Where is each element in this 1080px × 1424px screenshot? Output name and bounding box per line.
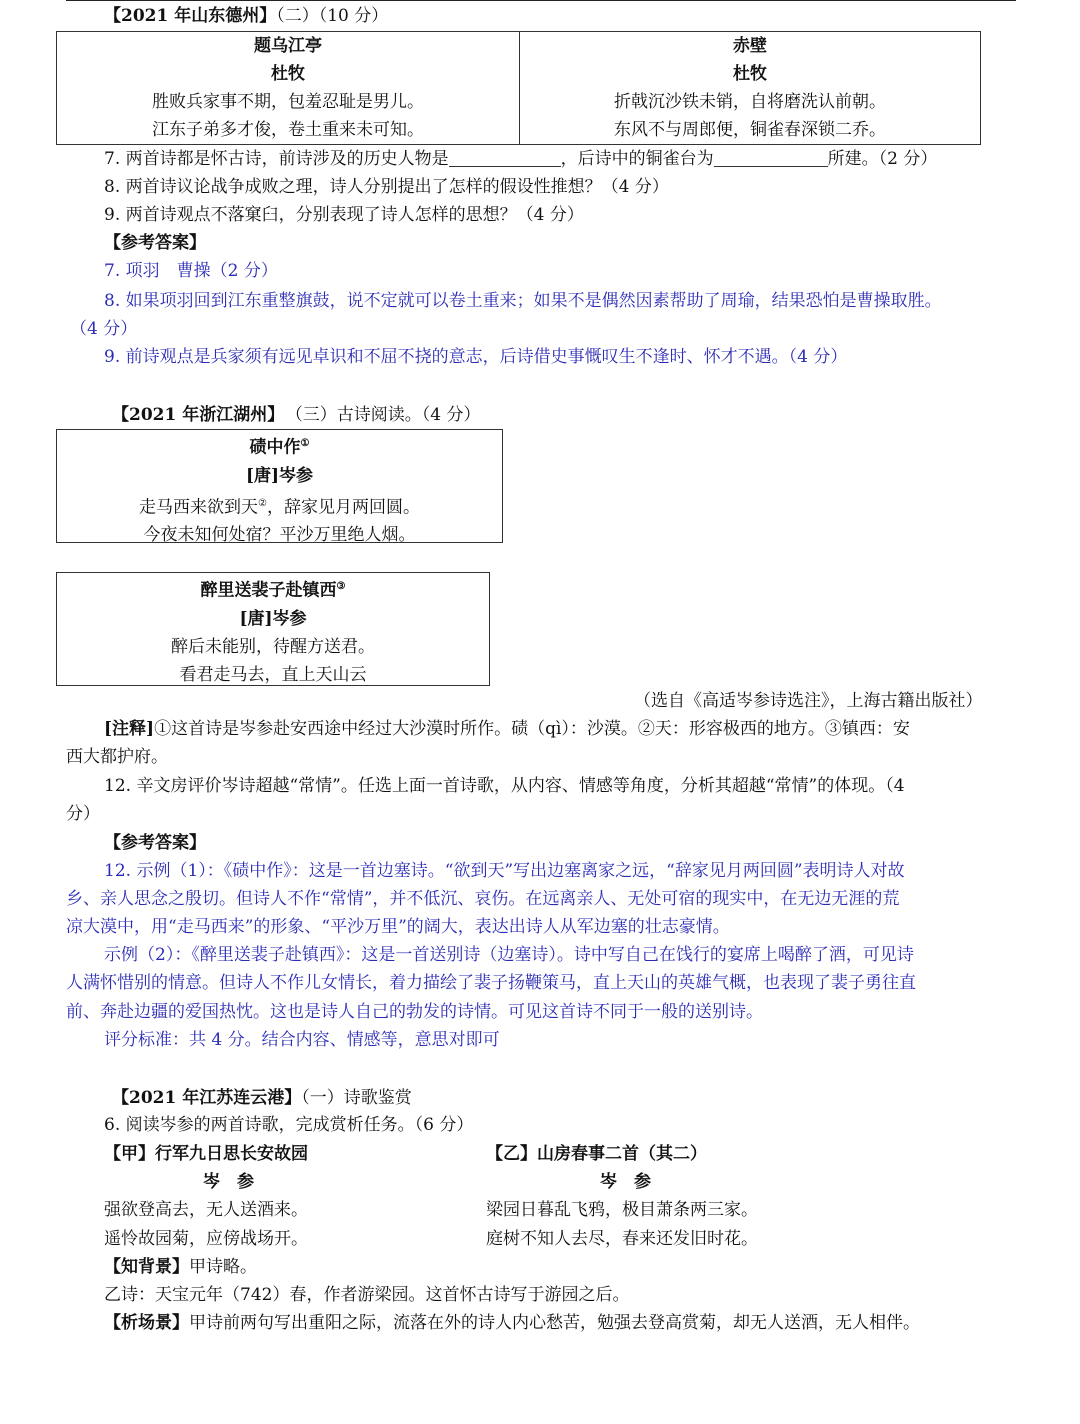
footnote-mark: ② [258, 497, 267, 509]
background-text: 甲诗略。 [189, 1257, 257, 1277]
answer-blank[interactable] [449, 148, 561, 167]
answer-9: 9. 前诗观点是兵家须有远见卓识和不屈不挠的意志，后诗借史事慨叹生不逢时、怀才不遇。（4 分） [104, 347, 848, 367]
background-yi: 乙诗：天宝元年（742）春，作者游梁园。这首怀古诗写于游园之后。 [104, 1285, 630, 1305]
poem-right [520, 32, 980, 144]
footnote-mark: ③ [336, 581, 346, 592]
answer-label: 【参考答案】 [104, 833, 206, 853]
answer-12-line: 12. 示例（1）：《碛中作》：这是一首边塞诗。“欲到天”写出边塞离家之远，“辞家见月两回圆”表明诗人对故 [104, 861, 905, 881]
poem-line: 东风不与周郎便，铜雀春深锁二乔。 [614, 120, 886, 140]
answer-12-line: 前、奔赴边疆的爱国热忱。这也是诗人自己的勃发的诗情。可见这首诗不同于一般的送别诗。 [66, 1002, 763, 1022]
section-header [104, 4, 388, 28]
poem-yi-author: 岑 参 [600, 1172, 651, 1192]
poem-line-text: 走马西来欲到天 [139, 497, 259, 518]
poem-box-2 [56, 572, 490, 686]
poem-left [57, 32, 519, 144]
question-text: 所建。（2 分） [827, 149, 938, 169]
poem-line: 折戟沉沙铁未销，自将磨洗认前朝。 [614, 92, 886, 112]
section-source: 【2021 年江苏连云港】 [112, 1088, 302, 1108]
section-header [112, 1086, 412, 1110]
poem-author: [唐]岑参 [245, 465, 314, 486]
poem-line [57, 490, 502, 522]
poem-title-text: 碛中作 [249, 437, 301, 458]
footnote-mark: ① [300, 438, 310, 449]
source-citation: （选自《高适岑参诗选注》，上海古籍出版社） [634, 691, 983, 711]
poem-author: 杜牧 [733, 64, 767, 84]
question-9: 9. 两首诗观点不落窠臼，分别表现了诗人怎样的思想？（4 分） [104, 205, 584, 225]
question-text: ，后诗中的铜雀台为 [560, 149, 714, 169]
scene-analysis [104, 1311, 920, 1335]
poem-author: 杜牧 [271, 64, 305, 84]
answer-12-line: 乡、亲人思念之殷切。但诗人不作“常情”，并不低沉、哀伤。在远离亲人、无处可宿的现实中，在无边无涯的荒 [66, 889, 900, 909]
scene-label: 【析场景】 [104, 1313, 189, 1333]
top-rule [66, 0, 1016, 1]
poem-line: 醉后未能别，待醒方送君。 [171, 636, 375, 657]
section-part: （一）诗歌鉴赏 [301, 1088, 412, 1108]
annotation-text: ①这首诗是岑参赴安西途中经过大沙漠时所作。碛（qì）：沙漠。②天：形容极西的地方。③镇西：安 [154, 719, 910, 739]
poem-line-text: ，辞家见月两回圆。 [266, 497, 420, 518]
annotation-cont: 西大都护府。 [66, 747, 168, 767]
poem-title: 赤壁 [733, 36, 767, 56]
scoring-standard: 评分标准：共 4 分。结合内容、情感等，意思对即可 [104, 1030, 500, 1050]
annotation [104, 717, 910, 741]
section-header [112, 403, 480, 427]
question-text: 7. 两首诗都是怀古诗，前诗涉及的历史人物是 [104, 149, 449, 169]
poem-title-text: 醉里送裴子赴镇西 [200, 580, 337, 601]
answer-12-line: 示例（2）：《醉里送裴子赴镇西》：这是一首送别诗（边塞诗）。诗中写自己在饯行的宴席上喝醉了酒，可见诗 [104, 945, 914, 965]
question-6: 6. 阅读岑参的两首诗歌，完成赏析任务。（6 分） [104, 1115, 474, 1135]
question-7 [104, 147, 937, 171]
poem-line: 庭树不知人去尽，春来还发旧时花。 [486, 1229, 758, 1249]
answer-blank[interactable] [714, 148, 828, 167]
poem-line: 遥怜故园菊，应傍战场开。 [104, 1229, 308, 1249]
background-label: 【知背景】 [104, 1257, 189, 1277]
poem-author: [唐]岑参 [239, 608, 307, 629]
annotation-label: [注释] [104, 719, 155, 739]
section-source: 【2021 年山东德州】 [104, 6, 277, 26]
background-note [104, 1255, 257, 1279]
answer-12-line: 凉大漠中，用“走马西来”的形象、“平沙万里”的阔大，表达出诗人从军边塞的壮志豪情。 [66, 917, 730, 937]
answer-8: 8. 如果项羽回到江东重整旗鼓，说不定就可以卷土重来；如果不是偶然因素帮助了周瑜，结果恐怕是曹操取胜。 [104, 291, 942, 311]
poem-box-1 [56, 429, 503, 546]
answer-12-line: 人满怀惜别的情意。但诗人不作儿女情长，着力描绘了裴子扬鞭策马，直上天山的英雄气概，也表现了裴子勇往直 [66, 973, 916, 993]
poem-line: 强欲登高去，无人送酒来。 [104, 1200, 308, 1220]
answer-label: 【参考答案】 [104, 233, 206, 253]
poem-line: 梁园日暮乱飞鸦，极目萧条两三家。 [486, 1200, 758, 1220]
answer-8-cont: （4 分） [70, 319, 138, 339]
poem-line: 看君走马去，直上天山云 [179, 664, 367, 685]
poem-title: 题乌江亭 [254, 36, 322, 56]
section-part: （二）（10 分） [276, 6, 389, 26]
poem-yi-title: 【乙】山房春事二首（其二） [486, 1144, 707, 1164]
poem-line: 今夜未知何处宿？平沙万里绝人烟。 [143, 525, 416, 546]
question-12-cont: 分） [66, 804, 100, 824]
scene-text: 甲诗前两句写出重阳之际，流落在外的诗人内心愁苦，勉强去登高赏菊，却无人送酒，无人相伴。 [189, 1313, 920, 1333]
poem-title [57, 430, 502, 462]
section-source: 【2021 年浙江湖州】 [112, 405, 285, 425]
question-8: 8. 两首诗议论战争成败之理，诗人分别提出了怎样的假设性推想？（4 分） [104, 177, 669, 197]
poem-table [56, 31, 981, 145]
poem-jia-author: 岑 参 [203, 1172, 254, 1192]
poem-line: 江东子弟多才俊，卷土重来未可知。 [152, 120, 424, 140]
poem-jia-title: 【甲】行军九日思长安故园 [104, 1144, 308, 1164]
answer-7: 7. 项羽 曹操（2 分） [104, 261, 278, 281]
section-part: （三）古诗阅读。（4 分） [294, 405, 481, 425]
question-12: 12. 辛文房评价岑诗超越“常情”。任选上面一首诗歌，从内容、情感等角度，分析其超越“常情”的体现。（4 [104, 776, 905, 796]
poem-title [57, 573, 489, 605]
poem-line: 胜败兵家事不期，包羞忍耻是男儿。 [152, 92, 424, 112]
